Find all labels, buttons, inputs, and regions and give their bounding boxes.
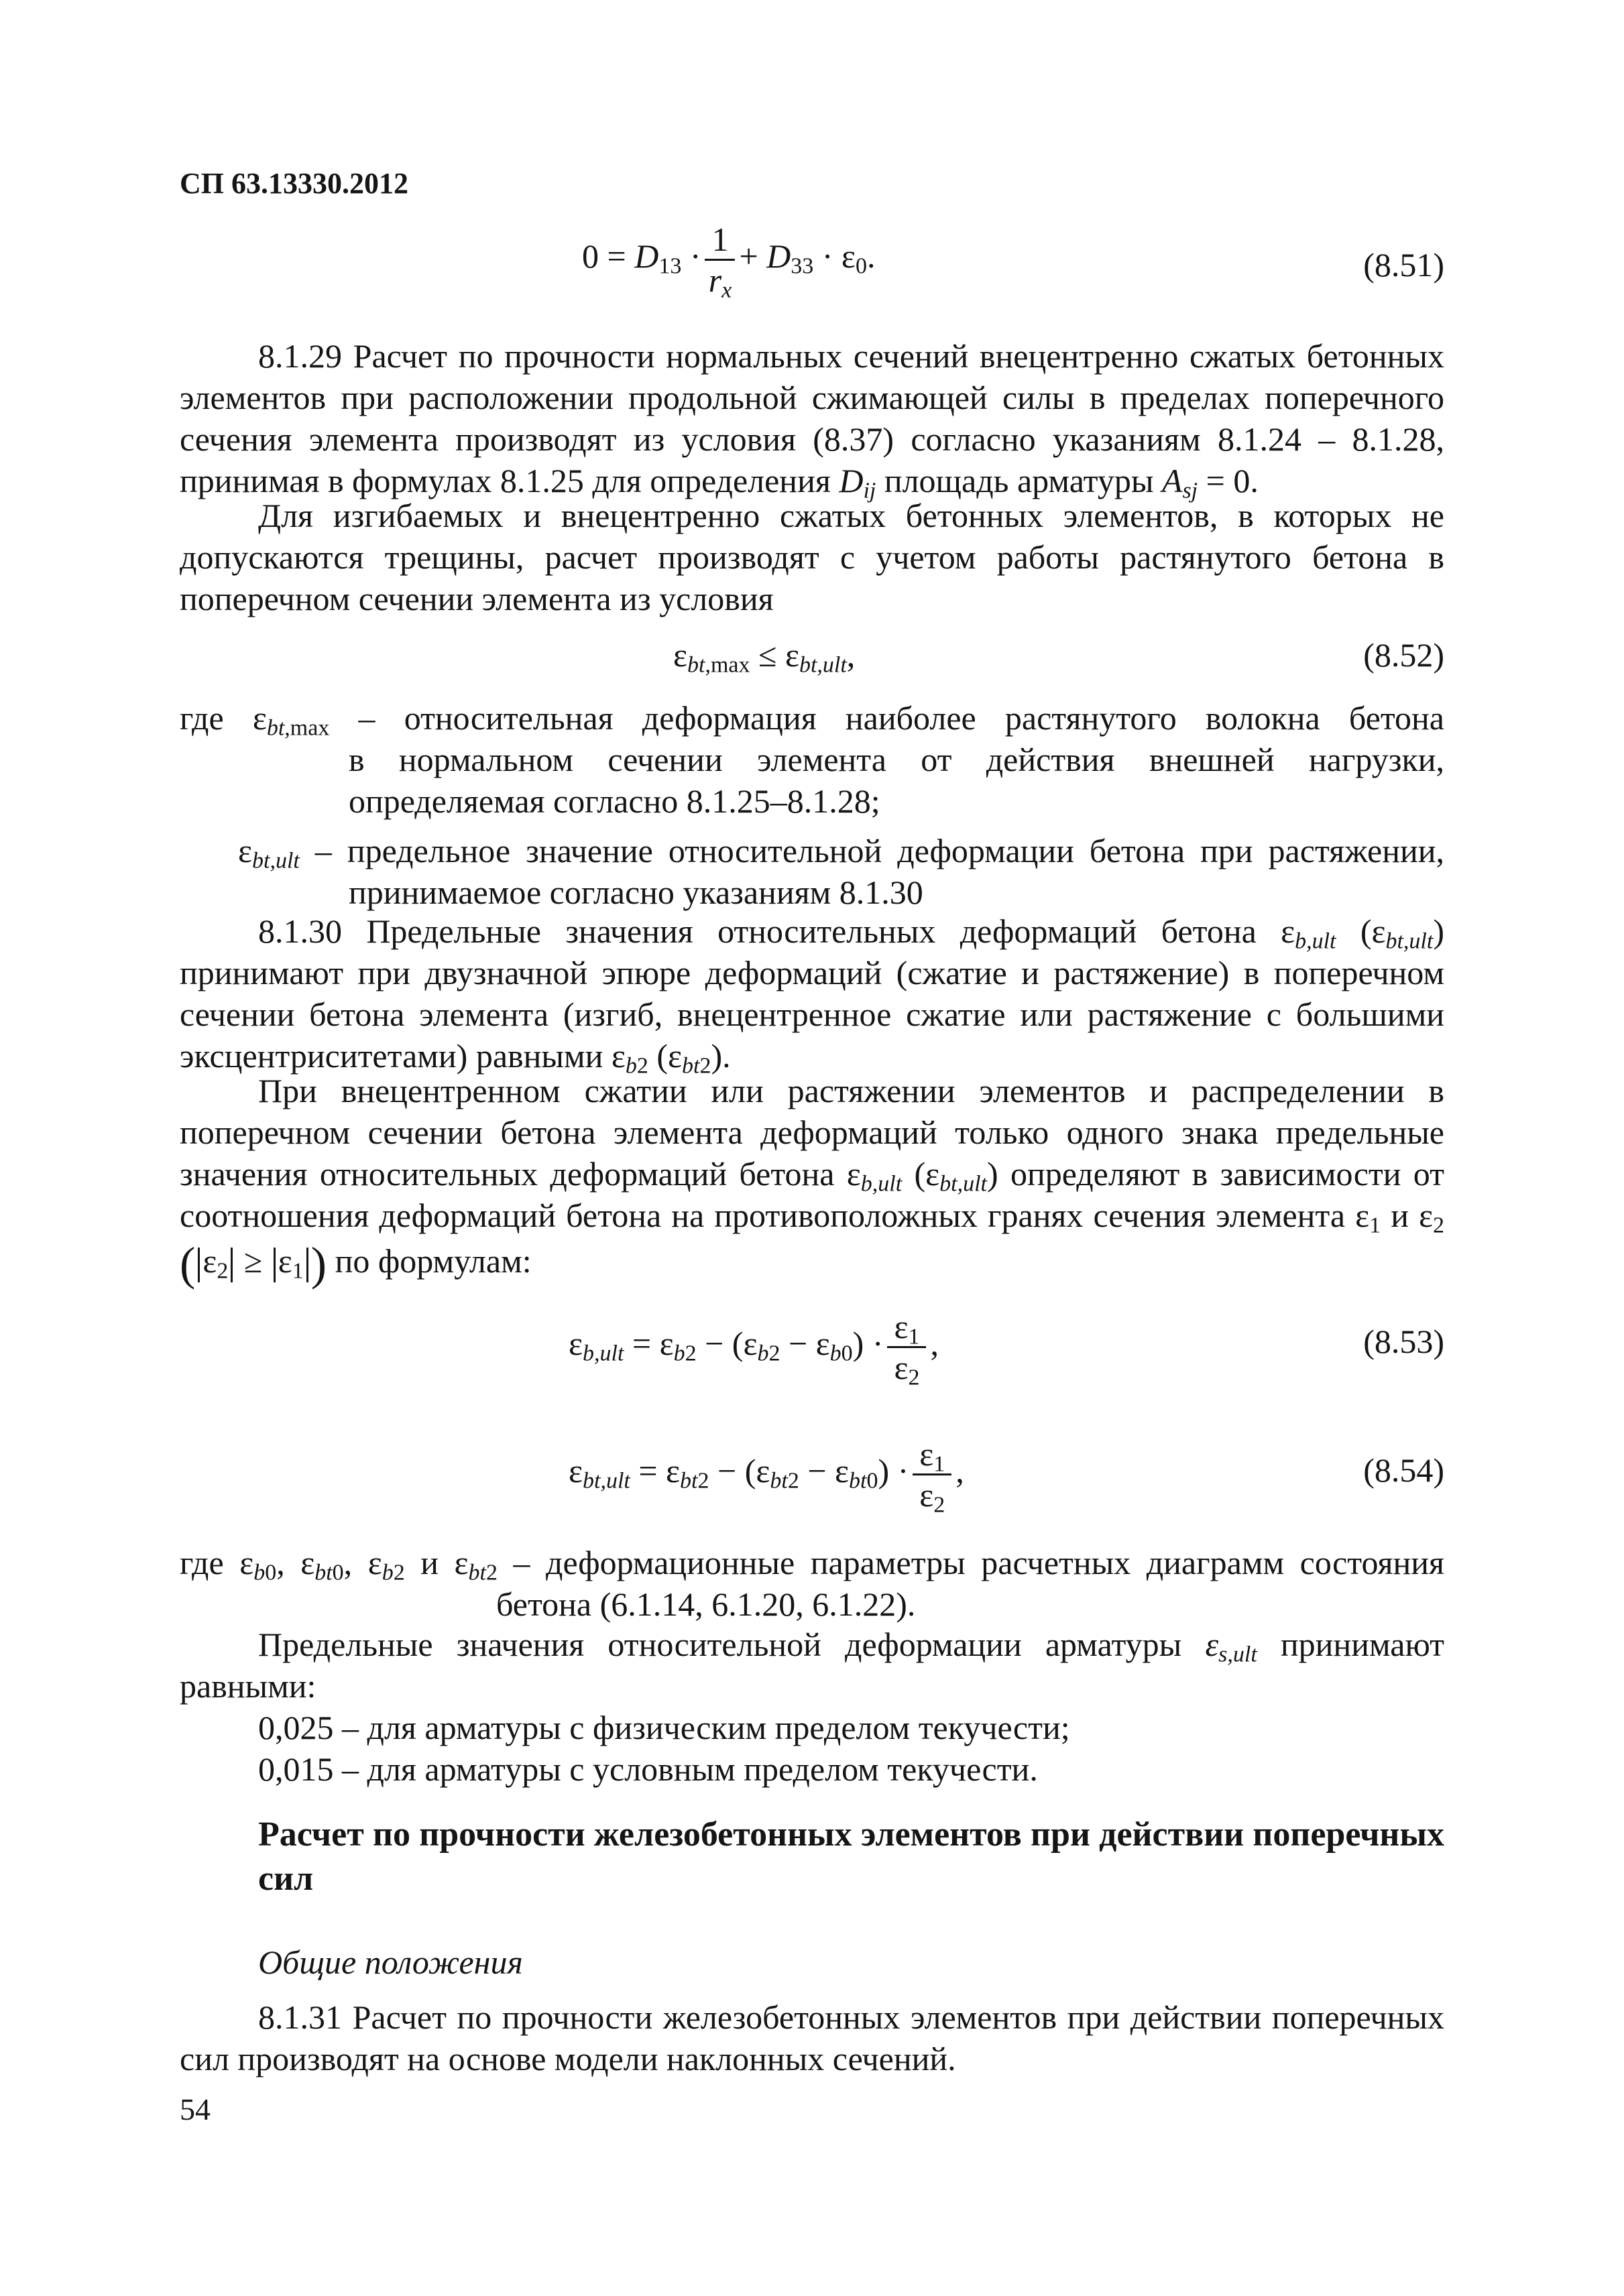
text-line: сил производят на основе модели наклонных сечений. (180, 2040, 956, 2077)
text-line: эксцентриситетами) равными $\varepsilon_{b2}$ $(\varepsilon_{bt2})$. (180, 1037, 731, 1079)
text-line: значения относительных деформаций бетона $\varepsilon_{b,ult}$ $(\varepsilon_{bt,ult})$ определяют в зависимости от (180, 1155, 1444, 1197)
text-line: где $\varepsilon_{bt,max}$ – относительная деформация наиболее растянутого волокна бетона (180, 699, 1444, 741)
text-line: ( $\varepsilon_2 \ge \varepsilon_1$ ) по формулам: (180, 1238, 532, 1290)
text-line: $\varepsilon_{bt,ult}$ – предельное значение относительной деформации бетона при растяжении, (238, 832, 1444, 873)
text-line: бетона (6.1.14, 6.1.20, 6.1.22). (496, 1585, 916, 1623)
formula-8-53: $\varepsilon_{b,ult} = \varepsilon_{b2} - (\varepsilon_{b2} - \varepsilon_{b0})$ · $\frac{\varepsilon_1}{\varepsilon_2}$ , (569, 1308, 939, 1390)
text-line: 8.1.31 Расчет по прочности железобетонных элементов при действии поперечных (258, 1998, 1444, 2036)
definition-continuation (496, 1583, 915, 1625)
definition-eps-bt-max (180, 697, 1444, 739)
text-line: где $\varepsilon_{b0}$, $\varepsilon_{bt0}$, $\varepsilon_{b2}$ и $\varepsilon_{bt2}$ – деформационные параметры расчетных диаграмм состояния (180, 1544, 1445, 1585)
paragraph-bending (180, 495, 1444, 619)
equation-number: (8.54) (1363, 1451, 1444, 1489)
text-line: допускаются трещины, расчет производят с учетом работы растянутого бетона в (180, 538, 1444, 576)
document-code-header: СП 63.13330.2012 (180, 167, 408, 200)
text-line: 8.1.29 Расчет по прочности нормальных сечений внецентренно сжатых бетонных (258, 337, 1444, 375)
text-line: определяемая согласно 8.1.25–8.1.28; (349, 782, 880, 820)
paragraph-8-1-29 (180, 335, 1444, 501)
text-line: Предельные значения относительной деформации арматуры $\varepsilon_{s,ult}$ принимают (258, 1626, 1444, 1667)
text-line: сечения элемента производят из условия (8.37) согласно указаниям 8.1.24 – 8.1.28, (180, 420, 1444, 458)
text-line: в нормальном сечении элемента от действия внешней нагрузки, (349, 741, 1444, 778)
paragraph-rebar (180, 1624, 1444, 1707)
text-line: принимаемое согласно указаниям 8.1.30 (349, 873, 923, 911)
section-heading: Расчет по прочности железобетонных элементов при действии поперечных сил (258, 1815, 1444, 1898)
formula-8-54: $\varepsilon_{bt,ult} = \varepsilon_{bt2} - (\varepsilon_{bt2} - \varepsilon_{bt0})$ · $\frac{\varepsilon_1}{\varepsilon_2}$ , (569, 1435, 964, 1518)
text-line: поперечном сечении бетона элемента деформаций только одного знака предельные (180, 1113, 1444, 1151)
formula-8-52: $\varepsilon_{bt,max} \le \varepsilon_{bt,ult}$, (673, 636, 856, 678)
text-line: принимая в формулах 8.1.25 для определения $D_{ij}$ площадь арматуры $A_{sj} = 0$. (180, 462, 1259, 503)
definition-deformation-params (180, 1542, 1444, 1583)
text-line: поперечном сечении элемента из условия (180, 580, 774, 617)
text-line: элементов при расположении продольной сжимающей силы в пределах поперечного (180, 379, 1444, 416)
definition-continuation (349, 871, 923, 913)
definition-continuation (349, 739, 1444, 822)
equation-number: (8.52) (1363, 636, 1444, 674)
list-item: 0,015 – для арматуры с условным пределом текучести. (258, 1750, 1038, 1788)
equation-number: (8.53) (1363, 1323, 1444, 1360)
text-line: соотношения деформаций бетона на противоположных гранях сечения элемента $\varepsilon_1$ и $\varepsilon_2$ (180, 1197, 1444, 1238)
list-item: 0,025 – для арматуры с физическим пределом текучести; (258, 1709, 1070, 1746)
text-line: При внецентренном сжатии или растяжении элементов и распределении в (258, 1072, 1444, 1109)
paragraph-8-1-31 (180, 1996, 1444, 2079)
text-line: 8.1.30 Предельные значения относительных деформаций бетона $\varepsilon_{b,ult}$ $(\varepsilon_{bt,ult})$ (258, 912, 1444, 954)
subsection-heading: Общие положения (258, 1943, 523, 1981)
formula-8-51: $0 = D_{13}$ · $\frac{1}{r_x}$ + $D_{33} \cdot \varepsilon_0$. (582, 221, 876, 303)
text-line: принимают при двузначной эпюре деформаций (сжатие и растяжение) в поперечном (180, 954, 1444, 991)
definition-eps-bt-ult (238, 830, 1444, 871)
paragraph-8-1-30 (180, 910, 1444, 1077)
paragraph-eccentric (180, 1070, 1444, 1290)
equation-number: (8.51) (1363, 246, 1444, 284)
text-line: равными: (180, 1667, 316, 1705)
text-line: Для изгибаемых и внецентренно сжатых бетонных элементов, в которых не (258, 497, 1444, 534)
text-line: сечении бетона элемента (изгиб, внецентренное сжатие или растяжение с большими (180, 995, 1444, 1033)
page-number: 54 (180, 2092, 211, 2126)
